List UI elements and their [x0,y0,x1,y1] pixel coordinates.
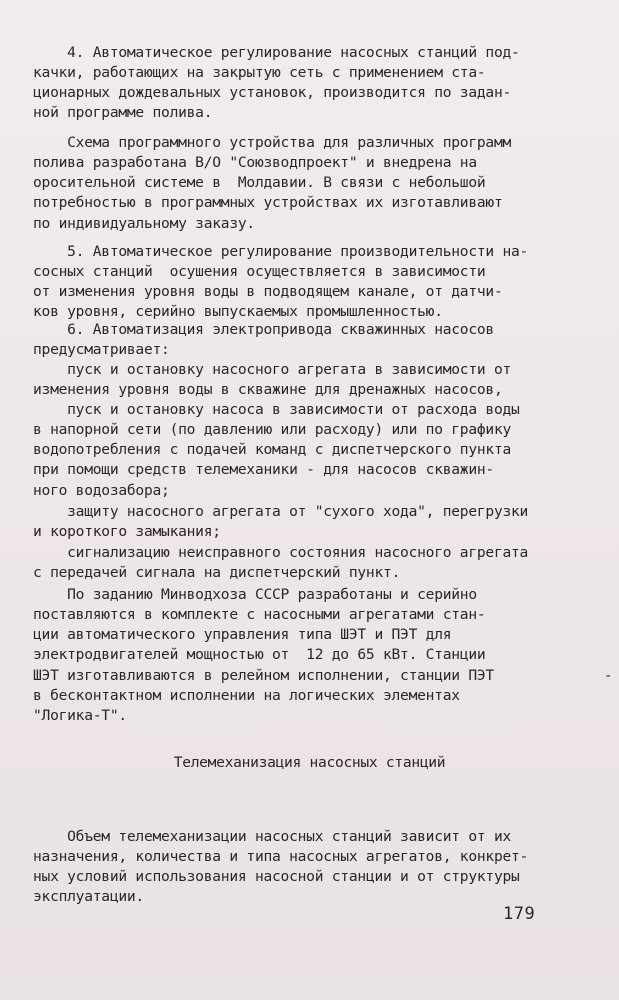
text-line: ции автоматического управления типа ШЭТ и ПЭТ для [33,626,452,644]
text-line: 6. Автоматизация электропривода скважинных насосов [33,321,494,338]
text-line: с передачей сигнала на диспетчерский пункт. [33,564,401,582]
text-line: эксплуатации. [33,888,144,906]
text-line: 4. Автоматическое регулирование насосных станций под- [33,44,520,61]
text-line: в бесконтактном исполнении на логических элементах [33,686,460,704]
text-line: в напорной сети (по давлению или расходу) или по графику [33,421,512,439]
text-line: ков уровня, серийно выпускаемых промышленностью. [33,303,443,321]
text-line: от изменения уровня воды в подводящем канале, от датчи- [33,283,503,301]
text-line: и короткого замыкания; [33,523,221,541]
text-line: ной программе полива. [33,104,213,122]
text-line: при помощи средств телемеханики - для насосов скважин- [33,461,494,479]
text-line: Схема программного устройства для различных программ [33,134,512,151]
text-line: назначения, количества и типа насосных агрегатов, конкрет- [33,848,529,866]
text-line: ного водозабора; [33,481,170,499]
text-line: ШЭТ изготавливаются в релейном исполнении, станции ПЭТ [33,666,494,684]
text-line: ных условий использования насосной станции и от структуры [33,868,520,886]
text-line: электродвигателей мощностью от 12 до 65 кВт. Станции [33,646,486,664]
text-line: водопотребления с подачей команд с диспетчерского пункта [33,441,512,459]
text-line: по индивидуальному заказу. [33,214,255,232]
text-line: качки, работающих на закрытую сеть с применением ста- [33,64,486,82]
text-line: Объем телемеханизации насосных станций зависит от их [33,828,512,845]
text-line: поставляются в комплекте с насосными агрегатами стан- [33,606,486,624]
margin-mark: - [604,668,613,684]
text-line: полива разработана В/О "Союзводпроект" и внедрена на [33,154,477,172]
text-line: потребностью в программных устройствах их изготавливают [33,194,503,212]
text-line: По заданию Минводхоза СССР разработаны и серийно [33,586,477,603]
text-line: пуск и остановку насосного агрегата в зависимости от [33,361,512,378]
text-line: предусматривает: [33,341,170,359]
text-line: защиту насосного агрегата от "сухого хода", перегрузки [33,503,529,520]
text-line: "Логика-Т". [33,706,127,724]
text-line: оросительной системе в Молдавии. В связи с небольшой [33,174,486,192]
page-number: 179 [503,904,536,924]
section-heading: Телемеханизация насосных станций [173,754,446,771]
text-line: пуск и остановку насоса в зависимости от расхода воды [33,401,520,418]
text-line: сосных станций осушения осуществляется в зависимости [33,263,486,281]
text-line: сигнализацию неисправного состояния насосного агрегата [33,544,529,561]
text-line: ционарных дождевальных установок, производится по задан- [33,84,512,102]
text-line: изменения уровня воды в скважине для дренажных насосов, [33,381,503,399]
text-line: 5. Автоматическое регулирование производительности на- [33,243,529,260]
